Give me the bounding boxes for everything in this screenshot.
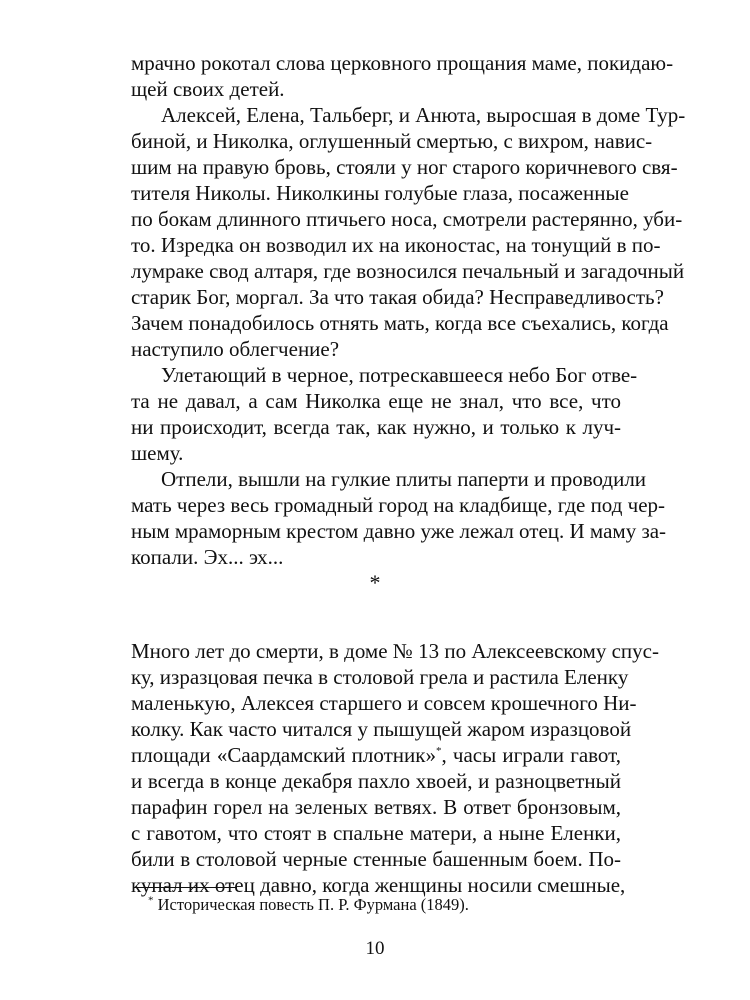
section-separator: *	[369, 570, 381, 595]
text-line: ным мраморным крестом давно уже лежал отец. И маму за-	[131, 519, 667, 543]
footnote-divider	[133, 887, 237, 888]
text-line: маленькую, Алексея старшего и совсем крошечного Ни-	[131, 691, 637, 715]
text-line: Отпели, вышли на гулкие плиты паперти и проводили	[161, 467, 647, 491]
text-line: ку, изразцовая печка в столовой грела и растила Еленку	[131, 665, 629, 689]
text-segment: , часы играли гавот,	[441, 743, 621, 767]
page-number: 10	[365, 938, 385, 959]
text-line: колку. Как часто читался у пышущей жаром изразцовой	[131, 717, 632, 741]
text-line: Алексей, Елена, Тальберг, и Анюта, выросшая в доме Тур-	[161, 103, 686, 127]
text-line: Много лет до смерти, в доме № 13 по Алексеевскому спус-	[131, 639, 659, 663]
text-line: та не давал, а сам Николка еще не знал, что все, что	[131, 389, 621, 413]
text-line: биной, и Николка, оглушенный смертью, с вихром, навис-	[131, 129, 653, 153]
text-segment: площади «Саардамский плотник»	[131, 743, 436, 767]
text-line-with-footnote	[131, 742, 621, 768]
text-line: ни происходит, всегда так, как нужно, и только к луч-	[131, 415, 621, 439]
text-line: с гавотом, что стоят в спальне матери, а ныне Еленки,	[131, 821, 621, 845]
footnote-marker: *	[148, 894, 154, 907]
text-line: шим на правую бровь, стояли у ног старого коричневого свя-	[131, 155, 678, 179]
text-line: били в столовой черные стенные башенным боем. По-	[131, 847, 621, 871]
footnote-text: Историческая повесть П. Р. Фурмана (1849).	[153, 895, 469, 914]
text-line: то. Изредка он возводил их на иконостас, на тонущий в по-	[131, 233, 661, 257]
text-line: наступило облегчение?	[131, 337, 340, 361]
text-line: щей своих детей.	[131, 77, 285, 101]
text-line: купал их отец давно, когда женщины носили смешные,	[131, 873, 626, 897]
text-line: мать через весь громадный город на кладбище, где под чер-	[131, 493, 666, 517]
text-line: старик Бог, моргал. За что такая обида? Несправедливость?	[131, 285, 664, 309]
text-line: шему.	[131, 441, 184, 465]
text-line: Улетающий в черное, потрескавшееся небо Бог отве-	[161, 363, 638, 387]
footnote-reference: *	[435, 745, 442, 757]
text-line: копали. Эх... эх...	[131, 545, 284, 569]
text-line: лумраке свод алтаря, где возносился печальный и загадочный	[131, 259, 685, 283]
text-line: мрачно рокотал слова церковного прощания маме, покидаю-	[131, 51, 674, 75]
text-line: Зачем понадобилось отнять мать, когда все съехались, когда	[131, 311, 669, 335]
footnote	[148, 895, 469, 915]
text-line: и всегда в конце декабря пахло хвоей, и разноцветный	[131, 769, 621, 793]
text-line: тителя Николы. Николкины голубые глаза, посаженные	[131, 181, 629, 205]
text-line: по бокам длинного птичьего носа, смотрели растерянно, уби-	[131, 207, 683, 231]
text-line: парафин горел на зеленых ветвях. В ответ бронзовым,	[131, 795, 621, 819]
